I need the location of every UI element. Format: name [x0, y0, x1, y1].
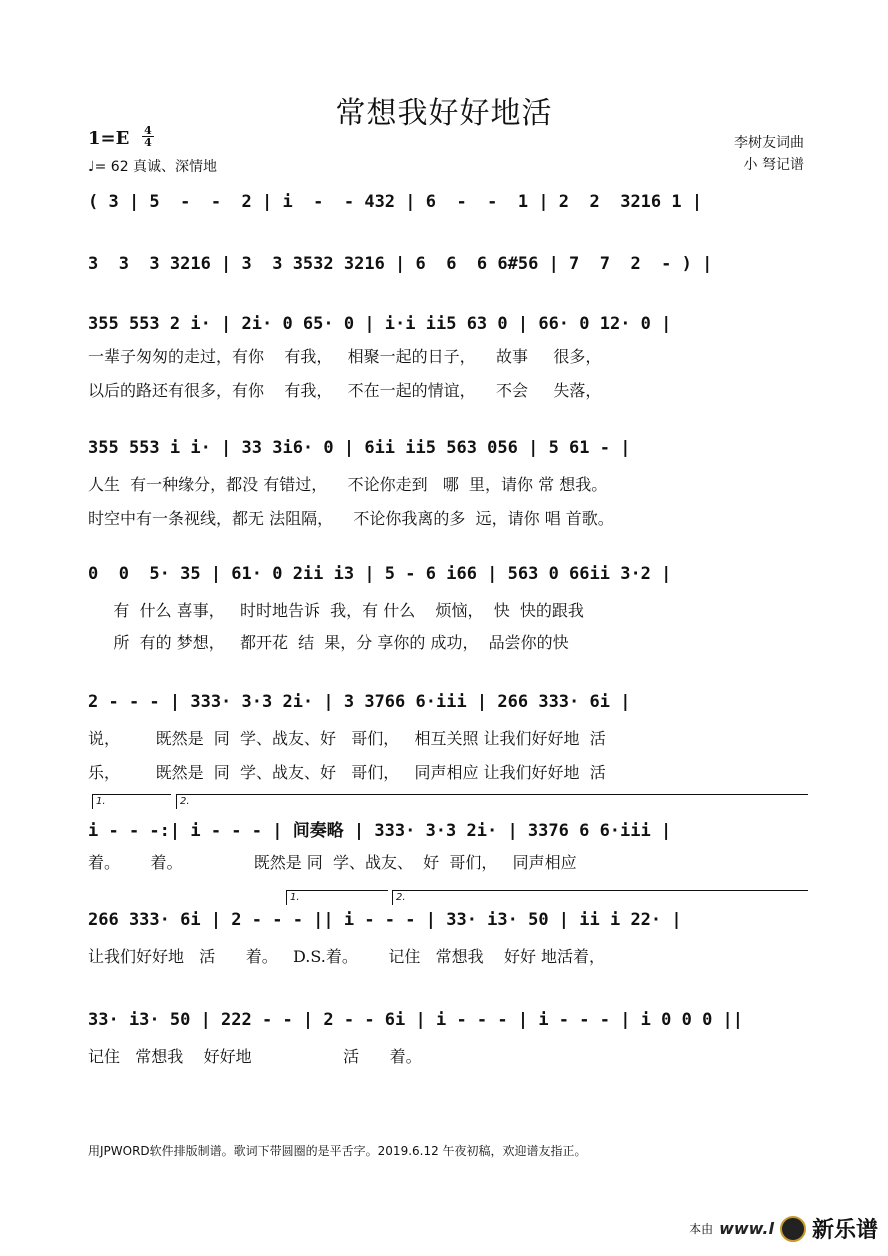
- notes-line: [88, 1010, 808, 1044]
- time-signature: [142, 125, 154, 148]
- time-signature-top: 4: [144, 124, 152, 137]
- lyric-verse-1: 说， 既然是 同 学、战友、好 哥们， 相互关照 让我们好好地 活: [88, 729, 606, 748]
- notes-text: 0 0 5· 35 | 61· 0 2ii i3 | 5 - 6 i66 | 563 0 66ii 3·2 |: [88, 564, 672, 584]
- footnote: 用JPWORD软件排版制谱。歌词下带圆圈的是平舌字。2019.6.12 午夜初稿，欢迎谱友指正。: [88, 1144, 587, 1158]
- notes-line: [88, 910, 808, 944]
- lyric-verse-2: 时空中有一条视线，都无 法阻隔， 不论你我离的多 远，请你 唱 首歌。: [88, 509, 614, 528]
- notes-line: [88, 438, 808, 472]
- lyric-verse-1: 让我们好好地 活 着。 D.S.着。 记住 常想我 好好 地活着，: [88, 947, 606, 966]
- volta-1: 1.: [286, 890, 388, 905]
- credit-lyrics-music: 李树友词曲: [734, 135, 804, 151]
- watermark-brand: [689, 1213, 878, 1244]
- song-title: 常想我好好地活: [335, 96, 553, 131]
- notes-line: [88, 692, 808, 726]
- notes-line: [88, 314, 808, 348]
- key-signature: 1=E: [88, 128, 130, 149]
- lyric-verse-1: 有 什么 喜事， 时时地告诉 我，有 什么 烦恼， 快 快的跟我: [88, 601, 584, 620]
- notes-line: [88, 564, 808, 598]
- notes-line: [88, 254, 808, 288]
- notes-line: [88, 816, 808, 850]
- watermark-name: 新乐谱: [811, 1218, 878, 1243]
- credit-notation: 小 弩记谱: [743, 157, 804, 173]
- notes-text: 266 333· 6i | 2 - - - || i - - - | 33· i3· 50 | ii i 22· |: [88, 910, 682, 930]
- notes-text: 2 - - - | 333· 3·3 2i· | 3 3766 6·iii | 266 333· 6i |: [88, 692, 631, 712]
- time-signature-bottom: 4: [142, 136, 154, 148]
- volta-2: 2.: [392, 890, 808, 905]
- notes-line: [88, 192, 808, 226]
- notes-text: 3 3 3 3216 | 3 3 3532 3216 | 6 6 6 6#56 | 7 7 2 - ) |: [88, 254, 713, 274]
- lyric-verse-1: 着。 着。 既然是 同 学、战友、 好 哥们， 同声相应: [88, 853, 577, 872]
- lyric-verse-2: 所 有的 梦想， 都开花 结 果，分 享你的 成功， 品尝你的快: [88, 633, 569, 652]
- notes-text: 355 553 i i· | 33 3i6· 0 | 6ii ii5 563 056 | 5 61 - |: [88, 438, 631, 458]
- notes-text: ( 3 | 5 - - 2 | i - - 432 | 6 - - 1 | 2 2 3216 1 |: [88, 192, 703, 212]
- volta-1: 1.: [92, 794, 171, 809]
- tempo-marking: ♩= 62 真诚、深情地: [88, 159, 218, 175]
- watermark-site: www.l: [719, 1219, 774, 1238]
- credits: [734, 132, 804, 176]
- lyric-verse-1: 人生 有一种缘分，都没 有错过， 不论你走到 哪 里，请你 常 想我。: [88, 475, 608, 494]
- lyric-verse-1: 一辈子匆匆的走过，有你 有我， 相聚一起的日子， 故事 很多，: [88, 347, 602, 366]
- lyric-verse-2: 乐， 既然是 同 学、战友、好 哥们， 同声相应 让我们好好地 活: [88, 763, 606, 782]
- volta-2: 2.: [176, 794, 808, 809]
- lyric-verse-2: 以后的路还有很多，有你 有我， 不在一起的情谊， 不会 失落，: [88, 381, 602, 400]
- notes-text: i - - -:| i - - - | 间奏略 | 333· 3·3 2i· | 3376 6 6·iii |: [88, 821, 672, 841]
- notes-text: 33· i3· 50 | 222 - - | 2 - - 6i | i - - - | i - - - | i 0 0 0 ||: [88, 1010, 744, 1030]
- lyric-verse-1: 记住 常想我 好好地 活 着。: [88, 1047, 422, 1066]
- watermark-prefix: 本由: [689, 1222, 714, 1236]
- notes-text: 355 553 2 i· | 2i· 0 65· 0 | i·i ii5 63 0 | 66· 0 12· 0 |: [88, 314, 672, 334]
- record-disc-icon: [780, 1216, 806, 1242]
